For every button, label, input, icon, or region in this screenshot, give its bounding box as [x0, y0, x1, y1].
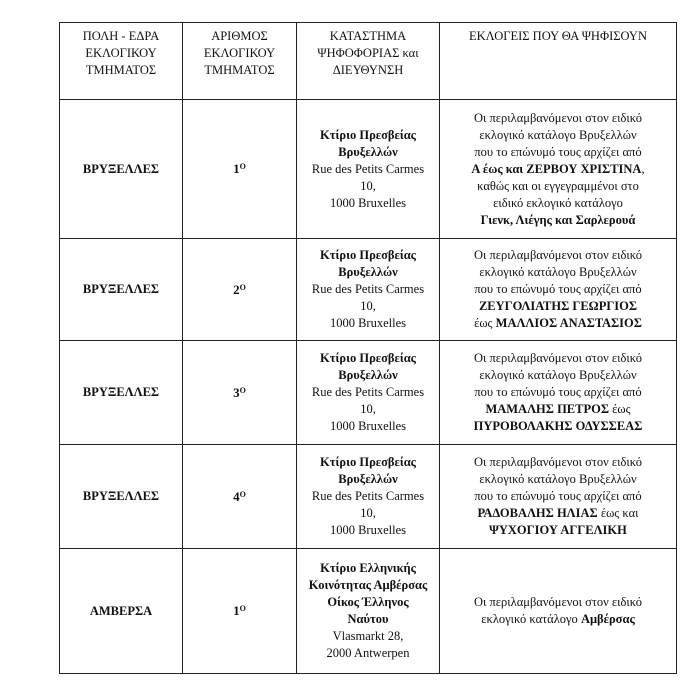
voters-line: ΖΕΥΓΟΛΙΑΤΗΣ ΓΕΩΡΓΙΟΣ — [478, 299, 638, 313]
voters-line: εκλογικό κατάλογο Αμβέρσας — [481, 612, 635, 626]
header-city: ΠΟΛΗ - ΕΔΡΑ ΕΚΛΟΓΙΚΟΥ ΤΜΗΜΑΤΟΣ — [60, 23, 183, 100]
address-line: 2000 Antwerpen — [326, 646, 410, 660]
venue-cell — [297, 239, 440, 341]
voters-cell — [440, 100, 677, 239]
venue-name-line: Κτίριο Ελληνικής — [320, 561, 416, 575]
voters-line: Οι περιλαμβανόμενοι στον ειδικό — [473, 351, 643, 365]
voters-line: ΡΑΔΟΒΑΛΗΣ ΗΛΙΑΣ έως και — [477, 506, 639, 520]
table-row — [60, 445, 677, 549]
voters-cell — [440, 549, 677, 674]
city-cell: ΑΜΒΕΡΣΑ — [60, 549, 183, 674]
table-row — [60, 341, 677, 445]
number-cell: $1^O$ — [183, 549, 297, 674]
number-cell: $4^O$ — [183, 445, 297, 549]
address-line: 1000 Bruxelles — [329, 523, 407, 537]
voters-line: ειδικό εκλογικό κατάλογο — [493, 195, 623, 210]
header-venue: ΚΑΤΑΣΤΗΜΑ ΨΗΦΟΦΟΡΙΑΣ και ΔΙΕΥΘΥΝΣΗ — [297, 23, 440, 100]
voters-line: Γιενκ, Λιέγης και Σαρλερουά — [480, 212, 636, 227]
number-cell: $2^O$ — [183, 239, 297, 341]
address-line: Vlasmarkt 28, — [332, 629, 404, 643]
address-line: 10, — [360, 299, 376, 313]
voters-cell — [440, 341, 677, 445]
voters-line: εκλογικό κατάλογο Βρυξελλών — [479, 265, 637, 279]
address-line: 1000 Bruxelles — [329, 419, 407, 433]
voters-line: που το επώνυμό τους αρχίζει από — [474, 144, 642, 159]
voters-line: που το επώνυμό τους αρχίζει από — [474, 385, 642, 399]
voters-line: έως ΜΑΛΛΙΟΣ ΑΝΑΣΤΑΣΙΟΣ — [474, 316, 642, 330]
address-line: Rue des Petits Carmes — [311, 385, 425, 399]
address-line: Rue des Petits Carmes — [311, 489, 425, 503]
venue-name: Κτίριο Πρεσβείας Βρυξελλών — [320, 351, 416, 382]
voters-cell — [440, 239, 677, 341]
voters-line: εκλογικό κατάλογο Βρυξελλών — [479, 472, 637, 486]
venue-cell — [297, 341, 440, 445]
address-line: Rue des Petits Carmes — [311, 161, 425, 176]
voters-line: Οι περιλαμβανόμενοι στον ειδικό — [473, 110, 643, 125]
city-cell: ΒΡΥΞΕΛΛΕΣ — [60, 100, 183, 239]
address-line: 1000 Bruxelles — [329, 195, 407, 210]
address-line: Rue des Petits Carmes — [311, 282, 425, 296]
voters-line: που το επώνυμό τους αρχίζει από — [474, 489, 642, 503]
table-row — [60, 549, 677, 674]
venue-name-line: Κοινότητας Αμβέρσας — [308, 578, 428, 592]
address-line: 10, — [360, 402, 376, 416]
venue-name: Κτίριο Πρεσβείας Βρυξελλών — [320, 248, 416, 279]
venue-name-line: Ναύτου — [347, 612, 389, 626]
voters-line: ΨΥΧΟΓΙΟΥ ΑΓΓΕΛΙΚΗ — [489, 523, 627, 537]
voters-line: εκλογικό κατάλογο Βρυξελλών — [479, 368, 637, 382]
voters-line: ΜΑΜΑΛΗΣ ΠΕΤΡΟΣ έως — [485, 402, 631, 416]
city-cell: ΒΡΥΞΕΛΛΕΣ — [60, 341, 183, 445]
voters-line: εκλογικό κατάλογο Βρυξελλών — [479, 127, 637, 142]
city-cell: ΒΡΥΞΕΛΛΕΣ — [60, 445, 183, 549]
header-row — [60, 23, 677, 100]
venue-cell — [297, 100, 440, 239]
voters-cell — [440, 445, 677, 549]
city-cell: ΒΡΥΞΕΛΛΕΣ — [60, 239, 183, 341]
voters-line: ΠΥΡΟΒΟΛΑΚΗΣ ΟΔΥΣΣΕΑΣ — [473, 419, 643, 433]
address-line: 1000 Bruxelles — [329, 316, 407, 330]
voters-line: Οι περιλαμβανόμενοι στον ειδικό — [473, 248, 643, 262]
table-row — [60, 100, 677, 239]
header-number: ΑΡΙΘΜΟΣ ΕΚΛΟΓΙΚΟΥ ΤΜΗΜΑΤΟΣ — [183, 23, 297, 100]
address-line: 10, — [360, 178, 376, 193]
polling-stations-table — [59, 22, 677, 674]
venue-name-line: Οίκος Έλληνος — [327, 595, 409, 609]
voters-line: καθώς και οι εγγεγραμμένοι στο — [477, 178, 639, 193]
venue-name: Κτίριο Πρεσβείας Βρυξελλών — [320, 455, 416, 486]
venue-name: Κτίριο Πρεσβείας Βρυξελλών — [320, 127, 416, 159]
venue-cell — [297, 445, 440, 549]
address-line: 10, — [360, 506, 376, 520]
venue-cell — [297, 549, 440, 674]
number-cell: $1^O$ — [183, 100, 297, 239]
voters-line: Οι περιλαμβανόμενοι στον ειδικό — [473, 455, 643, 469]
header-voters: ΕΚΛΟΓΕΙΣ ΠΟΥ ΘΑ ΨΗΦΙΣΟΥΝ — [440, 23, 677, 100]
voters-line: που το επώνυμό τους αρχίζει από — [474, 282, 642, 296]
number-cell: $3^O$ — [183, 341, 297, 445]
voters-line: Α έως και ΖΕΡΒΟΥ ΧΡΙΣΤΙΝΑ, — [471, 161, 645, 176]
table-row — [60, 239, 677, 341]
voters-line: Οι περιλαμβανόμενοι στον ειδικό — [473, 595, 643, 609]
